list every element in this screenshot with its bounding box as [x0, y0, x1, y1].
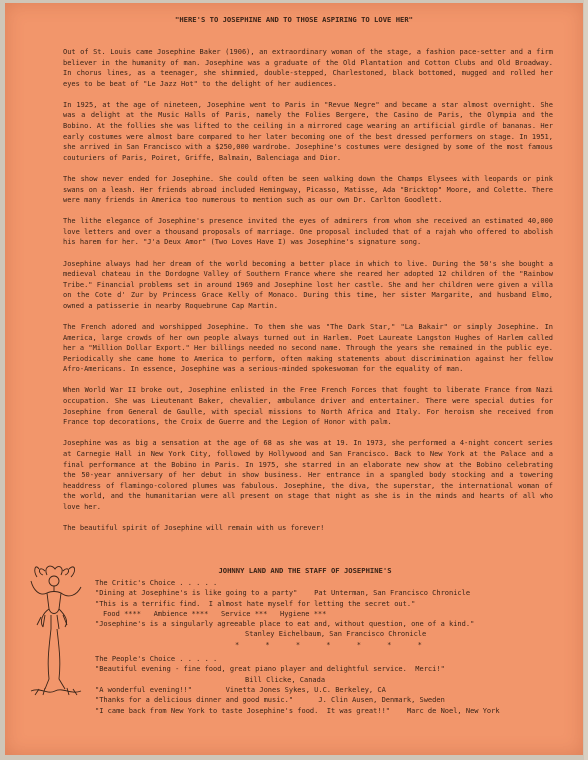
page-edge: [584, 0, 588, 760]
critic-ratings: Food **** Ambience **** Service *** Hygiene ***: [103, 609, 327, 618]
critic-quote: "This is a terrific find. I almost hate myself for letting the secret out.": [95, 599, 416, 608]
article-body: [63, 47, 553, 544]
people-attribution: Bill Clicke, Canada: [245, 675, 326, 684]
paragraph: When World War II broke out, Josephine enlisted in the Free French Forces that fought to liberate France from Nazi occupation. She was Lieutenant Baker, chevalier, ambulance driver and entertainer. There were special duties for Josephine from General de Gaulle, with special missions to North Africa and Italy. For heroism she received from France top decorations, the Croix de Guerre and the Legion of Honor with palm.: [63, 386, 553, 427]
paragraph: Josephine always had her dream of the world becoming a better place in which to live. During the 50's she bought a medieval chateau in the Dordogne Valley of Southern France where she reared her adopted 12 children of the "Rainbow Tribe." Financial problems set in around 1969 and Josephine lost her castle. She and her children were given a villa on the Cote d' Zur by Princess Grace Kelly of Monaco. During this time, her sister Margarite, and husband Elmo, owned a patisserie in nearby Roquebrune Cap Martin.: [63, 259, 553, 310]
star-divider: * * * * * * *: [235, 640, 433, 649]
dancer-illustration-icon: [25, 561, 87, 701]
reviews-section: [95, 578, 535, 716]
document-page: [5, 3, 583, 755]
critic-quote: "Josephine's is a singularly agreeable place to eat and, without question, one of a kind.": [95, 620, 475, 629]
critic-quote: "Dining at Josephine's is like going to a party" Pat Unterman, San Francisco Chronicle: [95, 589, 471, 598]
closing-line: The beautiful spirit of Josephine will remain with us forever!: [63, 523, 325, 532]
paragraph: Josephine was as big a sensation at the age of 68 as she was at 19. In 1973, she performed a 4-night concert series at Carnegie Hall in New York City, followed by Hollywood and San Francisco. Back to New York at the Palace and a final performance at the Bobino in Paris. In 1975, she starred in an elaborate new show at the Bobino celebrating the 50-year anniversary of her debut in show business. Her entrance in a spangled body stocking and a towering headdress of flamingo-colored plumes was fabulous. Josephine, the diva, the superstar, the international woman of the world, and the humanitarian were all present on stage that night as she is in the minds and hearts of all who love her.: [63, 439, 553, 511]
people-quote: "Thanks for a delicious dinner and good music." J. Clin Ausen, Denmark, Sweden: [95, 696, 445, 705]
staff-heading: JOHNNY LAND AND THE STAFF OF JOSEPHINE'S: [218, 566, 392, 575]
people-quote: "I came back from New York to taste Josephine's food. It was great!!" Marc de Noel, New York: [95, 706, 500, 715]
people-quote: "A wonderful evening!!" Vinetta Jones Sykes, U.C. Berkeley, CA: [95, 685, 386, 694]
page-title: "HERE'S TO JOSEPHINE AND TO THOSE ASPIRING TO LOVE HER": [175, 15, 413, 24]
people-heading: The People's Choice . . . . .: [95, 655, 218, 664]
paragraph: The French adored and worshipped Josephine. To them she was "The Dark Star," "La Bakair" or simply Josephine. In America, large crowds of her own people always turned out in Harlem. Poet Laureate Langston Hughes of Harlem called her a "Million Dollar Export." Her billings needed no second name. Through the years she remained in the public eye. Periodically she came home to America to perform, often making statements about discrimination against her fellow Afro-Americans. In essence, Josephine was a serious-minded spokeswoman for the equality of man.: [63, 322, 553, 374]
paragraph: Out of St. Louis came Josephine Baker (1906), an extraordinary woman of the stage, a fashion pace-setter and a firm believer in the humanity of man. Josephine was a graduate of the Old Plantation and Cotton Clubs and Old Broadway. In chorus lines, as a teenager, she shimmied, double-stepped, Charlestoned, black bottomed, mugged and rolled her eyes to be beat of "Le Jazz Hot" to the delight of her audiences.: [63, 48, 553, 88]
paragraph: The show never ended for Josephine. She could often be seen walking down the Champs Elysees with leopards or pink swans on a leash. Her friends abroad included Hemingway, Picasso, Matisse, Ada "Bricktop" Moore, and Colette. There were many friends in America too numerous to mention such as our own Dr. Carlton Goodlett.: [63, 174, 553, 205]
people-quote: "Beautiful evening - fine food, great piano player and delightful service. Merci!": [95, 665, 445, 674]
paragraph: The lithe elegance of Josephine's presence invited the eyes of admirers from whom she received an estimated 40,000 love letters and over a thousand proposals of marriage. One proposal included that of a rajah who offered to abolish his harem for her. "J'a Deux Amor" (Two Loves Have I) was Josephine's signature song.: [63, 217, 553, 247]
critic-attribution: Stanley Eichelbaum, San Francisco Chronicle: [245, 630, 427, 639]
paragraph: In 1925, at the age of nineteen, Josephine went to Paris in "Revue Negre" and became a star almost overnight. She was a delight at the Music Halls of Paris, namely the Folies Bergere, the Casino de Paris, the Olympia and the Bobino. At the follies she was lifted to the ceiling in a mirrored cage wearing an artificial girdle of bananas. Her early costumes were almost bare compared to her later becoming one of the best dressed performers on stage. In 1951, she arrived in San Francisco with a $250,000 wardrobe. Josephine's costumes were designed by some of the most famous couturiers of Paris, Poiret, Griffe, Balmain, Balenciaga and Dior.: [63, 100, 553, 162]
critics-heading: The Critic's Choice . . . . .: [95, 579, 218, 587]
